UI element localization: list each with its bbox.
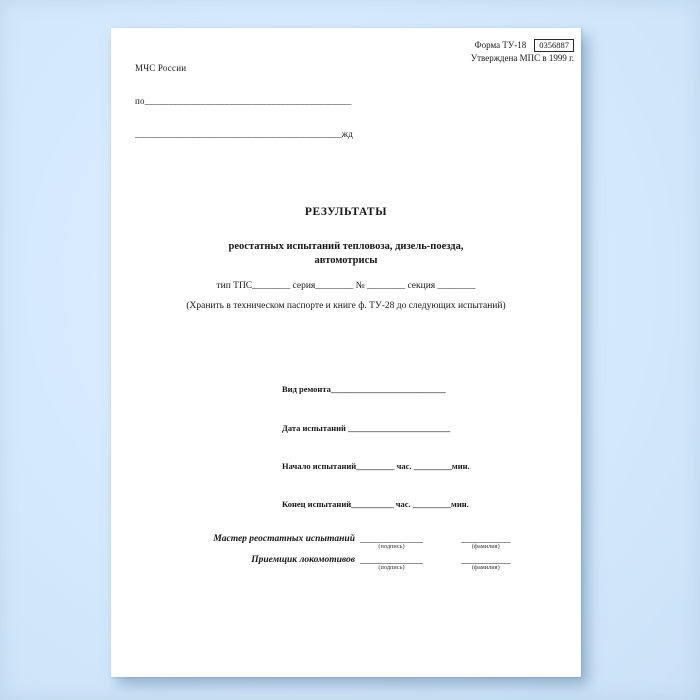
subtitle-line-2: автомотрисы: [314, 255, 378, 266]
form-label: Форма ТУ-18: [474, 40, 527, 50]
field-test-date: Дата испытаний ________________________: [282, 422, 451, 433]
header-left-block: [135, 41, 353, 162]
test-info-fields: [282, 358, 470, 536]
field-test-end: Конец испытаний__________ час. _________мин.: [282, 498, 469, 509]
signature-caption: (фамилия): [471, 543, 500, 550]
signature-caption: (подпись): [378, 543, 405, 550]
signature-caption: (фамилия): [471, 564, 500, 571]
signature-cell-familiya: [461, 555, 511, 571]
form-number-line: [471, 39, 574, 52]
signature-label: Мастер реостатных испытаний: [213, 534, 355, 544]
signature-label: Приемщик локомотивов: [251, 555, 355, 565]
field-repair-type: Вид ремонта___________________________: [282, 384, 446, 395]
signature-block: [111, 534, 581, 576]
header-right-block: [471, 39, 574, 65]
signature-cell-podpis: [360, 534, 423, 550]
railway-zhd-line: ____________________________________________жд: [135, 129, 353, 139]
approved-line: Утверждена МПС в 1999 г.: [470, 53, 574, 63]
tps-series-line: тип ТПС________ серия________ № ________ секция ________: [216, 281, 476, 291]
signature-line: ______________: [360, 534, 423, 544]
subtitle-line-1: реостатных испытаний тепловоза, дизель-поезда,: [228, 241, 464, 252]
signature-cell-familiya: [461, 534, 511, 550]
page-title: РЕЗУЛЬТАТЫ: [304, 206, 388, 218]
org-name: МЧС России: [135, 63, 187, 73]
form-number-badge: 0356887: [534, 39, 574, 52]
signature-row-master: [111, 534, 581, 550]
document-page: [111, 28, 581, 677]
signature-cell-podpis: [360, 555, 423, 571]
field-test-start: Начало испытаний_________ час. _________мин.: [282, 460, 470, 471]
page-subtitle: [111, 240, 581, 268]
railway-po-line: по____________________________________________: [135, 96, 352, 106]
signature-line: ______________: [360, 555, 423, 565]
signature-line: ___________: [461, 555, 511, 565]
signature-row-inspector: [111, 555, 581, 571]
keep-note: (Хранить в техническом паспорте и книге ф. ТУ-28 до следующих испытаний): [186, 301, 506, 311]
signature-caption: (подпись): [378, 564, 405, 571]
signature-line: ___________: [461, 534, 511, 544]
